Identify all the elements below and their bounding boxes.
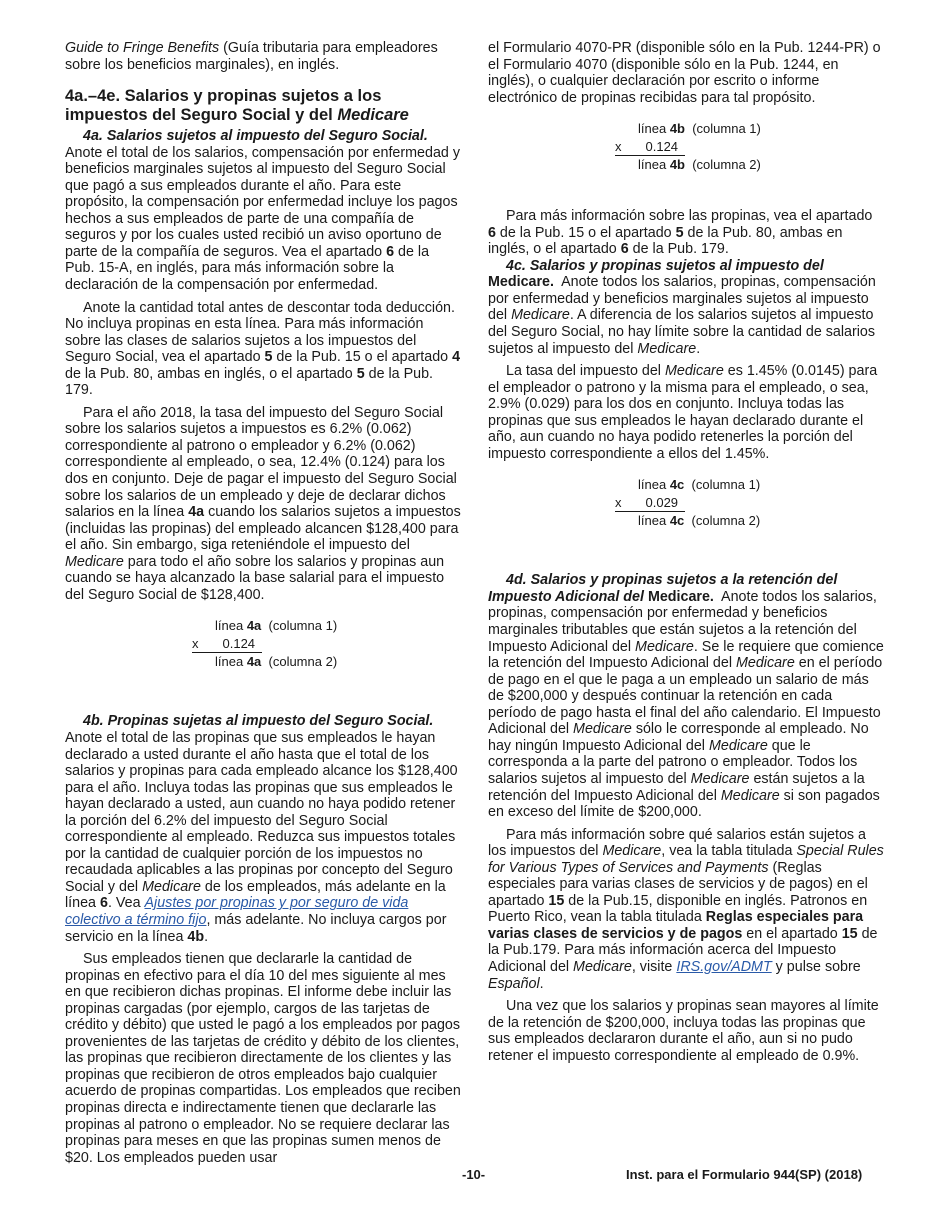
calc-multiplier: x 0.029 <box>615 495 679 511</box>
calc-line-column-2: línea 4c (columna 2) <box>638 513 761 529</box>
paragraph-4c-rate: La tasa del impuesto del Medicare es 1.45% (0.0145) para el empleador o patrono y la misma para el empleado, o sea, 2.9% (0.029) para los dos en conjunto. Incluya todas las propinas que sus empleados le hayan declarado durante el año, aun cuando no haya podido retenerles la porción del impuesto correspondiente a ellos del 1.45%. <box>488 363 878 462</box>
paragraph-4b-intro: 4b. Propinas sujetas al impuesto del Seguro Social. Anote el total de las propinas que sus empleados le hayan declarado a usted durante el año hasta que el total de los salarios y propinas para cada empleado alcance los $128,400 para el año. Incluya todas las propinas que sus empleados le hayan declarado a usted, aun cuando no haya podido retener la porción del 6.2% del impuesto del Seguro Social correspondiente al empleado. Reduzca sus impuestos totales por la cantidad de cualquier porción de los impuestos no recaudada aplicables a las propinas por concepto del Seguro Social y del Medicare de los empleados, más adelante en la línea 6. Vea Ajustes por propinas y por seguro de vida colectivo a término fijo, más adelante. No incluya cargos por servicio en la línea 4b. <box>65 713 458 945</box>
paragraph-4a-rate: Para el año 2018, la tasa del impuesto del Seguro Social sobre los salarios sujetos a impuestos es 6.2% (0.062) correspondiente al patrono o empleador y 6.2% (0.062) correspondiente al empleado, o sea, 12.4% (0.124) para los dos en conjunto. Deje de pagar el impuesto del Seguro Social sobre los salarios de un empleado y deje de declarar dichos salarios en la línea 4a cuando los salarios sujetos a impuestos (incluidas las propinas) del empleado alcancen $128,400 para el año. Sin embargo, siga reteniéndole el impuesto del Medicare para todo el año sobre los salarios y propinas aun cuando se haya alcanzado la base salarial para el impuesto del Seguro Social de $128,400. <box>65 404 461 603</box>
calculation-4a <box>65 617 461 683</box>
calc-line-column-1: línea 4b (columna 1) <box>638 121 761 137</box>
paragraph-4d-tips: Una vez que los salarios y propinas sean mayores al límite de la retención de $200,000, incluya todas las propinas que sus empleados declararon durante el año, aun si no pudo retener el impuesto correspondiente al empleado de 0.9%. <box>488 998 879 1064</box>
paragraph-4d-more-info: Para más información sobre qué salarios están sujetos a los impuestos del Medicare, vea la tabla titulada Special Rules for Various Types of Services and Payments (Reglas especiales para varias clases de servicios y de pagos) en el apartado 15 de la Pub.15, disponible en inglés. Patronos en Puerto Rico, vean la tabla titulada Reglas especiales para varias clases de servicios y de pagos en el apartado 15 de la Pub.179. Para más información acerca del Impuesto Adicional del Medicare, visite IRS.gov/ADMT y pulse sobre Español. <box>488 826 884 992</box>
intro-paragraph: Guide to Fringe Benefits (Guía tributaria para empleadores sobre los beneficios marginales), en inglés. <box>65 40 438 73</box>
paragraph-4d-intro: 4d. Salarios y propinas sujetos a la retención del Impuesto Adicional del Medicare. Anote todos los salarios, propinas, compensación por enfermedad y beneficios marginales tributables que están sujetos a la retención del Impuesto Adicional del Medicare. Se le requiere que comience la retención del Impuesto Adicional del Medicare en el período de pago en el que le paga a un empleado un salario de más de $200,000 y después continuar la retención en cada período de pago hasta el final del año calendario. El Impuesto Adicional del Medicare sólo le corresponde al empleado. No hay ningún Impuesto Adicional del Medicare que le corresponda a la parte del patrono o empleador. Todos los salarios sujetos al impuesto del Medicare están sujetos a la retención del Impuesto Adicional del Medicare si son pagados en exceso del límite de $200,000. <box>488 572 884 821</box>
calculation-4b <box>488 120 884 186</box>
link-ajustes-por-propinas[interactable]: Ajustes por propinas y por seguro de vida colectivo a término fijo <box>65 895 409 928</box>
paragraph-4a-deductions: Anote la cantidad total antes de descontar toda deducción. No incluya propinas en esta línea. Para más información sobre las clases de salarios sujetos a los impuestos del Seguro Social, vea el apartado 5 de la Pub. 15 o el apartado 4 de la Pub. 80, ambas en inglés, o el apartado 5 de la Pub. 179. <box>65 299 461 399</box>
link-irs-gov-admt[interactable]: IRS.gov/ADMT <box>676 958 772 975</box>
calculation-4c <box>488 476 884 542</box>
page-number: -10- <box>462 1167 486 1182</box>
left-column <box>65 40 461 1166</box>
calc-line-column-1: línea 4a (columna 1) <box>215 618 338 634</box>
paragraph-4a-intro: 4a. Salarios sujetos al impuesto del Seguro Social. Anote el total de los salarios, compensación por enfermedad y beneficios marginales sujetos al impuesto del Seguro Social que pagó a sus empleados durante el año. Para este propósito, la compensación por enfermedad incluye los pagos hechos a sus empleados de parte de una compañía de seguros y por los cuales usted recibió un aviso oportuno de parte de la compañía de seguros. Vea el apartado 6 de la Pub. 15-A, en inglés, para más información sobre la declaración de la compensación por enfermedad. <box>65 128 460 294</box>
calc-multiplier: x 0.124 <box>615 139 679 155</box>
section-heading-4a-4e: 4a.–4e. Salarios y propinas sujetos a los impuestos del Seguro Social y del Medicare <box>65 87 409 125</box>
paragraph-4b-reporting: Sus empleados tienen que declararle la cantidad de propinas en efectivo para el día 10 del mes siguiente al mes en que recibieron dichas propinas. El informe debe incluir las propinas cargadas (por ejemplo, cargos de las tarjetas de crédito y débito) que usted le pagó a los empleados por pagos provenientes de las tarjetas de crédito y débito de los clientes, las propinas que recibieron directamente de los clientes y las propinas que recibieron de otros empleados bajo cualquier acuerdo de propinas compartidas. Los empleados que reciben propinas directa e indirectamente tienen que declararle las propinas al patrono o empleador. No se requiere declarar las propinas para meses en que las propinas sumen menos de $20. Los empleados pueden usar <box>65 951 461 1166</box>
paragraph-forms-continued: el Formulario 4070-PR (disponible sólo en la Pub. 1244-PR) o el Formulario 4070 (disponible sólo en la Pub. 1244, en inglés), o cualquier declaración por escrito o informe electrónico de propinas recibidas para tal propósito. <box>488 40 881 106</box>
right-column <box>488 40 884 1064</box>
calc-line-column-1: línea 4c (columna 1) <box>638 477 761 493</box>
calc-line-column-2: línea 4a (columna 2) <box>215 654 338 670</box>
calc-line-column-2: línea 4b (columna 2) <box>638 157 761 173</box>
paragraph-tips-more-info: Para más información sobre las propinas, vea el apartado 6 de la Pub. 15 o el apartado 5 de la Pub. 80, ambas en inglés, o el apartado 6 de la Pub. 179. <box>488 208 873 258</box>
footer-form-title: Inst. para el Formulario 944(SP) (2018) <box>626 1167 863 1182</box>
calc-multiplier: x 0.124 <box>192 636 256 652</box>
paragraph-4c-intro: 4c. Salarios y propinas sujetos al impuesto del Medicare. Anote todos los salarios, propinas, compensación por enfermedad y beneficios marginales sujetos al impuesto del Medicare. A diferencia de los salarios sujetos al impuesto del Seguro Social, no hay límite sobre la cantidad de salarios sujetos al impuesto del Medicare. <box>488 257 880 357</box>
